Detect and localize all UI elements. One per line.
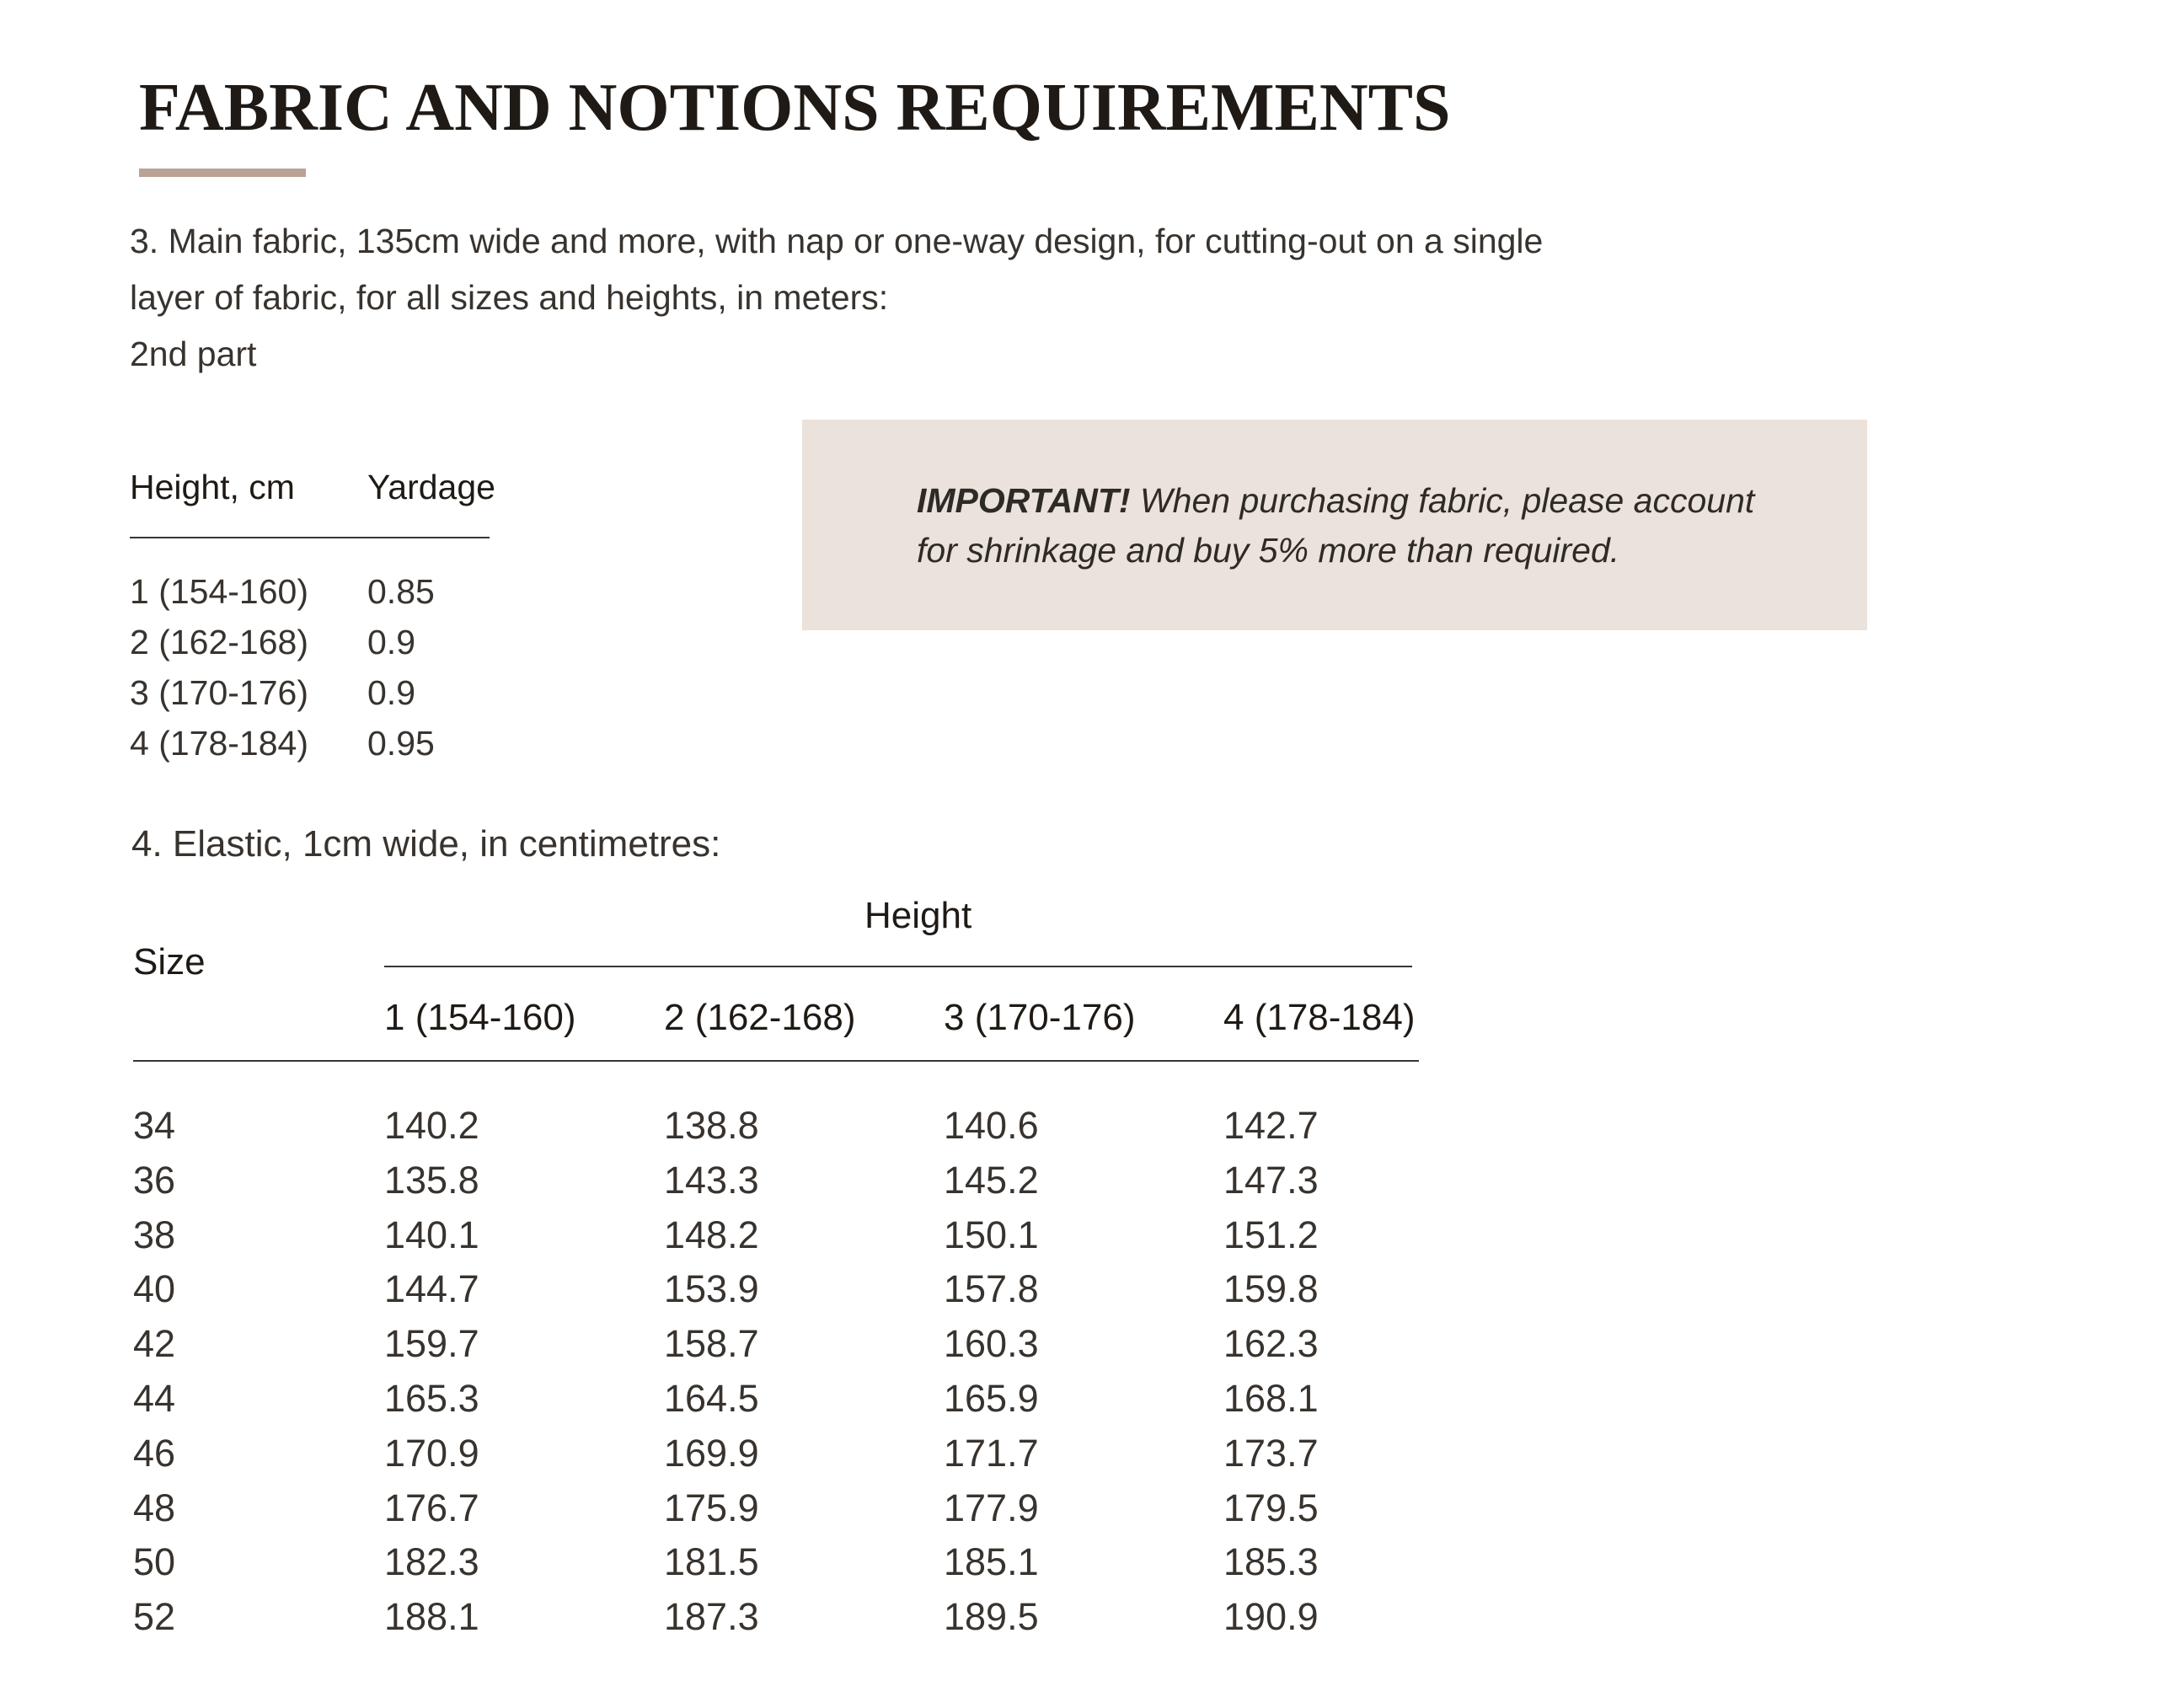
elastic-column-header: 3 (170-176)	[944, 997, 1136, 1038]
elastic-value-cell: 164.5	[664, 1376, 759, 1420]
elastic-value-cell: 185.1	[944, 1540, 1039, 1584]
elastic-value-cell: 171.7	[944, 1431, 1039, 1475]
section-3-line-1: 3. Main fabric, 135cm wide and more, with nap or one-way design, for cutting-out on a single	[130, 222, 1544, 260]
yardage-value-cell: 0.9	[367, 673, 415, 712]
yardage-value-cell: 0.95	[367, 724, 435, 763]
yardage-height-cell: 1 (154-160)	[130, 572, 308, 611]
elastic-value-cell: 159.7	[384, 1322, 479, 1366]
elastic-header-rule	[133, 1060, 1419, 1062]
elastic-value-cell: 160.3	[944, 1322, 1039, 1366]
elastic-value-cell: 151.2	[1223, 1213, 1319, 1256]
elastic-value-cell: 144.7	[384, 1267, 479, 1311]
elastic-value-cell: 140.2	[384, 1104, 479, 1147]
elastic-table-body	[0, 1100, 2157, 1646]
size-cell: 38	[133, 1213, 176, 1256]
table-row	[0, 1210, 2157, 1265]
yardage-height-cell: 3 (170-176)	[130, 673, 308, 712]
elastic-value-cell: 158.7	[664, 1322, 759, 1366]
elastic-value-cell: 177.9	[944, 1486, 1039, 1529]
table-row	[0, 1592, 2157, 1646]
section-3-line-2: layer of fabric, for all sizes and heights, in meters:	[130, 278, 889, 317]
size-cell: 46	[133, 1431, 176, 1475]
elastic-value-cell: 168.1	[1223, 1376, 1319, 1420]
size-cell: 42	[133, 1322, 176, 1366]
elastic-value-cell: 165.9	[944, 1376, 1039, 1420]
elastic-column-header: 4 (178-184)	[1223, 997, 1416, 1038]
elastic-value-cell: 140.6	[944, 1104, 1039, 1147]
size-cell: 36	[133, 1158, 176, 1202]
elastic-value-cell: 179.5	[1223, 1486, 1319, 1529]
important-notice-text	[917, 476, 1793, 576]
elastic-value-cell: 185.3	[1223, 1540, 1319, 1584]
title-accent-bar	[139, 169, 306, 177]
elastic-height-header: Height	[864, 895, 972, 936]
table-row	[0, 1428, 2157, 1483]
elastic-value-cell: 176.7	[384, 1486, 479, 1529]
yardage-height-cell: 2 (162-168)	[130, 623, 308, 661]
elastic-value-cell: 145.2	[944, 1158, 1039, 1202]
elastic-value-cell: 187.3	[664, 1595, 759, 1639]
elastic-value-cell: 189.5	[944, 1595, 1039, 1639]
height-header-rule	[384, 966, 1412, 967]
yardage-value-cell: 0.85	[367, 572, 435, 611]
elastic-value-cell: 188.1	[384, 1595, 479, 1639]
elastic-value-cell: 169.9	[664, 1431, 759, 1475]
size-cell: 34	[133, 1104, 176, 1147]
yardage-header-rule	[130, 537, 490, 538]
elastic-column-header: 1 (154-160)	[384, 997, 576, 1038]
elastic-column-header: 2 (162-168)	[664, 997, 856, 1038]
elastic-value-cell: 140.1	[384, 1213, 479, 1256]
elastic-value-cell: 135.8	[384, 1158, 479, 1202]
table-row	[0, 1319, 2157, 1373]
size-cell: 48	[133, 1486, 176, 1529]
table-row	[0, 1155, 2157, 1210]
elastic-value-cell: 173.7	[1223, 1431, 1319, 1475]
table-row	[0, 1100, 2157, 1155]
elastic-value-cell: 138.8	[664, 1104, 759, 1147]
yardage-header-height: Height, cm	[130, 468, 295, 506]
table-row	[0, 1537, 2157, 1592]
elastic-value-cell: 182.3	[384, 1540, 479, 1584]
yardage-header-yardage: Yardage	[367, 468, 495, 506]
elastic-value-cell: 181.5	[664, 1540, 759, 1584]
elastic-value-cell: 150.1	[944, 1213, 1039, 1256]
important-message: When purchasing fabric, please account for shrinkage and buy 5% more than required.	[917, 481, 1755, 570]
size-cell: 40	[133, 1267, 176, 1311]
page-title: FABRIC AND NOTIONS REQUIREMENTS	[139, 71, 1451, 145]
table-row	[0, 1483, 2157, 1538]
yardage-value-cell: 0.9	[367, 623, 415, 661]
elastic-value-cell: 159.8	[1223, 1267, 1319, 1311]
elastic-value-cell: 175.9	[664, 1486, 759, 1529]
elastic-value-cell: 147.3	[1223, 1158, 1319, 1202]
elastic-value-cell: 190.9	[1223, 1595, 1319, 1639]
size-cell: 50	[133, 1540, 176, 1584]
section-3-line-3: 2nd part	[130, 335, 257, 373]
size-cell: 52	[133, 1595, 176, 1639]
important-notice-box	[802, 420, 1867, 630]
elastic-value-cell: 143.3	[664, 1158, 759, 1202]
elastic-value-cell: 165.3	[384, 1376, 479, 1420]
important-label: IMPORTANT!	[917, 481, 1131, 520]
size-cell: 44	[133, 1376, 176, 1420]
table-row	[0, 1373, 2157, 1428]
section-3-text	[130, 213, 1646, 383]
elastic-value-cell: 148.2	[664, 1213, 759, 1256]
elastic-value-cell: 157.8	[944, 1267, 1039, 1311]
elastic-size-header: Size	[133, 941, 206, 983]
table-row	[0, 1264, 2157, 1319]
yardage-height-cell: 4 (178-184)	[130, 724, 308, 763]
section-4-heading: 4. Elastic, 1cm wide, in centimetres:	[131, 823, 721, 865]
elastic-value-cell: 162.3	[1223, 1322, 1319, 1366]
elastic-value-cell: 153.9	[664, 1267, 759, 1311]
elastic-value-cell: 142.7	[1223, 1104, 1319, 1147]
elastic-value-cell: 170.9	[384, 1431, 479, 1475]
